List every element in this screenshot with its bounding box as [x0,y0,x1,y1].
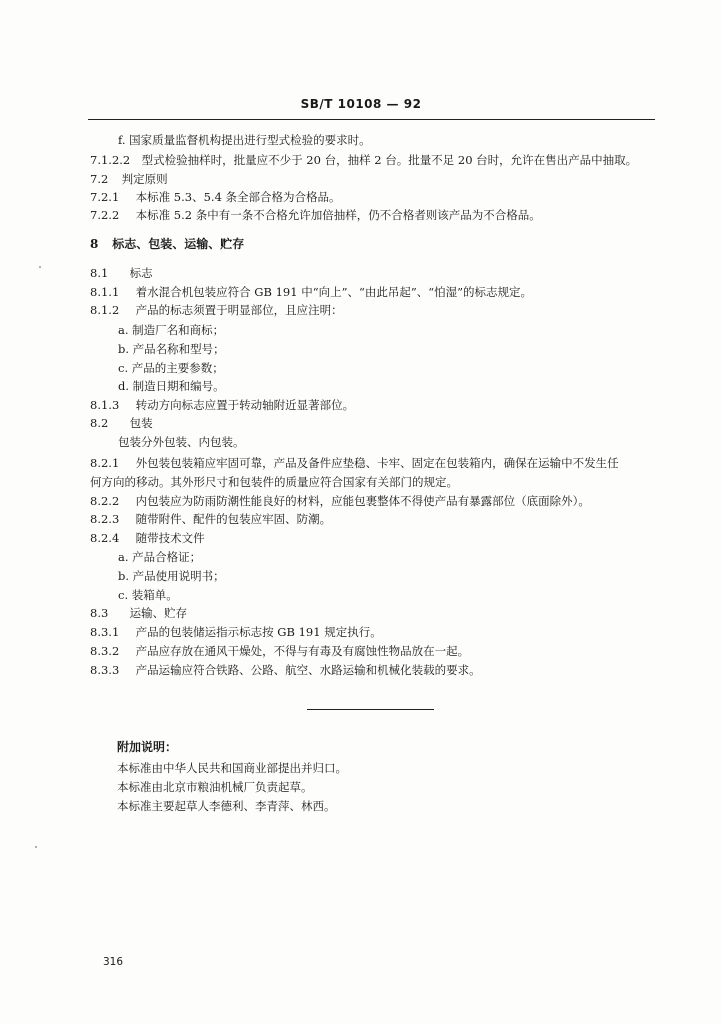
clause-line [90,189,341,205]
clause-number: 8.2 [90,416,109,430]
end-of-text-rule [307,709,434,710]
scan-speck [39,266,41,268]
clause-line [90,511,331,527]
clause-text: 判定原则 [121,172,168,186]
clause-line [90,624,382,640]
clause-text: 外包装包装箱应牢固可靠，产品及备件应垫稳、卡牢、固定在包装箱内，确保在运输中不发生任 [135,456,619,470]
list-item [118,549,201,565]
clause-line [90,207,541,223]
clause-line [90,152,637,168]
list-item-text: c. 装箱单。 [118,588,178,602]
clause-line [90,643,469,659]
clause-number: 8.1.1 [90,285,120,299]
clause-number: 8.3.2 [90,644,120,658]
clause-number: 8.1.3 [90,398,120,412]
clause-number: 8.2.2 [90,494,120,508]
clause-number: 8.1 [90,266,109,280]
line-text: f. 国家质量监督机构提出进行型式检验的要求时。 [118,133,371,147]
clause-number: 8.2.4 [90,531,120,545]
list-item-text: b. 产品名称和型号； [118,342,225,356]
line-text: 包装分外包装、内包装。 [118,435,245,449]
clause-line [90,265,153,281]
clause-text: 内包装应为防雨防潮性能良好的材料，应能包裹整体不得使产品有暴露部位（底面除外）。 [135,494,590,508]
clause-line [90,662,481,678]
page-number: 316 [103,956,124,968]
list-item-text: a. 制造厂名和商标； [118,323,225,337]
clause-line [90,302,343,318]
clause-text: 产品应存放在通风干燥处，不得与有毒及有腐蚀性物品放在一起。 [135,644,470,658]
appendix-line: 本标准由中华人民共和国商业部提出并归口。 [117,761,347,775]
section-heading [90,236,244,252]
clause-line [90,415,153,431]
text-line [90,474,458,490]
clause-text: 标志 [129,266,153,280]
clause-line [90,605,187,621]
clause-number: 8.3.3 [90,663,120,677]
clause-number: 7.2 [90,172,109,186]
clause-text: 产品的包装储运指示标志按 GB 191 规定执行。 [135,625,382,639]
line-text: 何方向的移动。其外形尺寸和包装件的质量应符合国家有关部门的规定。 [90,475,458,489]
clause-number: 7.2.1 [90,190,120,204]
clause-number: 8.2.3 [90,512,120,526]
clause-number: 8.1.2 [90,303,120,317]
clause-text: 产品的标志须置于明显部位，且应注明： [135,303,343,317]
clause-line [90,171,168,187]
scan-speck [35,846,37,848]
section-title: 标志、包装、运输、贮存 [112,237,245,251]
list-item [118,587,178,603]
list-item [118,341,225,357]
clause-number: 7.1.2.2 [90,153,131,167]
clause-text: 转动方向标志应置于转动轴附近显著部位。 [135,398,355,412]
list-item-text: a. 产品合格证； [118,550,202,564]
clause-line [90,530,205,546]
clause-text: 包装 [129,416,153,430]
text-line [118,434,245,450]
clause-number: 8.3 [90,606,109,620]
list-item-text: d. 制造日期和编号。 [118,379,225,393]
appendix-line: 本标准主要起草人李德利、李青萍、林西。 [117,799,336,813]
appendix-title: 附加说明： [117,740,178,754]
standard-code-header: SB/T 10108 — 92 [300,97,422,111]
list-item [118,568,225,584]
list-item [118,322,224,338]
text-line [118,132,371,148]
clause-text: 型式检验抽样时，批量应不少于 20 台，抽样 2 台。批量不足 20 台时，允许在售出产品中抽取。 [141,153,638,167]
clause-number: 8.3.1 [90,625,120,639]
clause-text: 本标准 5.3、5.4 条全部合格为合格品。 [135,190,341,204]
clause-text: 随带技术文件 [135,531,205,545]
clause-line [90,493,590,509]
appendix-line: 本标准由北京市粮油机械厂负责起草。 [117,780,313,794]
clause-text: 随带附件、配件的包装应牢固、防潮。 [135,512,332,526]
header-divider [88,119,655,120]
clause-text: 着水混合机包装应符合 GB 191 中“向上”、“由此吊起”、“怕湿”的标志规定。 [135,285,532,299]
clause-text: 产品运输应符合铁路、公路、航空、水路运输和机械化装载的要求。 [135,663,481,677]
list-item [118,360,224,376]
clause-number: 7.2.2 [90,208,120,222]
list-item [118,378,225,394]
clause-text: 本标准 5.2 条中有一条不合格允许加倍抽样，仍不合格者则该产品为不合格品。 [135,208,541,222]
clause-line [90,455,619,471]
clause-number: 8.2.1 [90,456,120,470]
clause-line [90,397,354,413]
list-item-text: c. 产品的主要参数； [118,361,224,375]
list-item-text: b. 产品使用说明书； [118,569,225,583]
clause-line [90,284,532,300]
clause-text: 运输、贮存 [129,606,188,620]
section-number: 8 [90,237,99,251]
